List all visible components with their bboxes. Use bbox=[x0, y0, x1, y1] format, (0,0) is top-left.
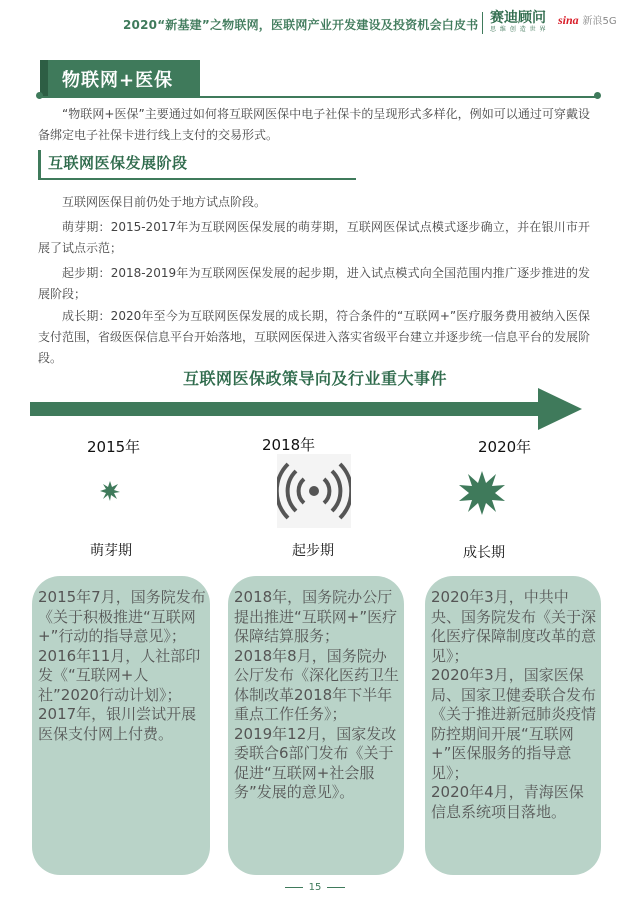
event-item: 2017年，银川尝试开展医保支付网上付费。 bbox=[38, 705, 197, 743]
sina-5g-logo bbox=[558, 12, 617, 28]
timeline-arrow bbox=[30, 386, 586, 434]
sina-logo-mark: sina bbox=[558, 13, 579, 27]
burst-star-icon bbox=[458, 470, 506, 516]
sub-heading-marker bbox=[38, 150, 41, 178]
page-number-rule-left bbox=[285, 887, 303, 888]
document-title: 2020“新基建”之物联网，医联网产业开发建设及投资机会白皮书 bbox=[123, 18, 479, 32]
section-rule bbox=[40, 96, 597, 98]
event-card-2018 bbox=[228, 576, 404, 875]
event-item: 2018年，国务院办公厅提出推进“互联网+”医疗保障结算服务； bbox=[234, 588, 398, 645]
ccid-logo bbox=[490, 10, 550, 36]
stage-label-sprout: 萌芽期 bbox=[90, 543, 132, 559]
event-card-2020 bbox=[425, 576, 601, 875]
ccid-logo-slogan: 思 维 创 造 世 界 bbox=[490, 26, 547, 33]
signal-waves-icon bbox=[277, 454, 351, 528]
section-title: 物联网+医保 bbox=[62, 70, 174, 91]
stages-paragraph-2: 萌芽期：2015-2017年为互联网医保发展的萌芽期，互联网医保试点模式逐步确立，并在银川市开展了试点示范； bbox=[38, 220, 590, 255]
rule-dot-right bbox=[594, 92, 601, 99]
page-footer bbox=[0, 882, 630, 893]
year-2020: 2020年 bbox=[478, 438, 532, 456]
stages-paragraph-4: 成长期：2020年至今为互联网医保发展的成长期，符合条件的“互联网+”医疗服务费用被纳入医保支付范围，省级医保信息平台开始落地，互联网医保进入落实省级平台建立并逐步统一信息平台的发展阶段。 bbox=[38, 309, 591, 365]
small-star-icon bbox=[99, 480, 121, 502]
stages-heading: 互联网医保发展阶段 bbox=[48, 154, 188, 172]
event-item: 2020年3月，国家医保局、国家卫健委联合发布《关于推进新冠肺炎疫情防控期间开展“互联网+”医保服务的指导意见》； bbox=[431, 666, 597, 782]
event-card-2015 bbox=[32, 576, 210, 875]
rule-dot-left bbox=[36, 92, 43, 99]
timeline-title: 互联网医保政策导向及行业重大事件 bbox=[182, 369, 447, 388]
event-item: 2018年8月，国务院办公厅发布《深化医药卫生体制改革2018年下半年重点工作任务》； bbox=[234, 646, 400, 723]
page-header bbox=[0, 0, 630, 40]
year-2018: 2018年 bbox=[262, 436, 316, 454]
event-item: 2019年12月，国家发改委联合6部门发布《关于促进“互联网+社会服务”发展的意见》。 bbox=[234, 724, 397, 801]
event-item: 2016年11月，人社部印发《“互联网+人社”2020行动计划》； bbox=[38, 646, 201, 704]
stages-paragraph-3: 起步期：2018-2019年为互联网医保发展的起步期，进入试点模式向全国范围内推广逐步推进的发展阶段； bbox=[38, 266, 590, 301]
stage-label-start: 起步期 bbox=[292, 543, 334, 559]
sina-logo-suffix: 新浪5G bbox=[582, 16, 617, 27]
ccid-logo-text: 赛迪顾问 bbox=[490, 10, 546, 26]
year-2015: 2015年 bbox=[87, 438, 141, 456]
sub-heading-rule bbox=[38, 178, 356, 180]
page-number-rule-right bbox=[327, 887, 345, 888]
page-number: 15 bbox=[308, 882, 322, 893]
stage-label-growth: 成长期 bbox=[463, 545, 505, 561]
stages-paragraph-1: 互联网医保目前仍处于地方试点阶段。 bbox=[62, 195, 267, 209]
event-item: 2020年4月，青海医保信息系统项目落地。 bbox=[431, 783, 584, 821]
section-title-box bbox=[40, 60, 200, 96]
header-divider bbox=[482, 12, 483, 34]
event-item: 2015年7月，国务院发布《关于积极推进“互联网+”行动的指导意见》； bbox=[38, 588, 206, 645]
intro-paragraph: “物联网+医保”主要通过如何将互联网医保中电子社保卡的呈现形式多样化，例如可以通过可穿戴设备绑定电子社保卡进行线上支付的交易形式。 bbox=[38, 107, 590, 142]
event-item: 2020年3月，中共中央、国务院发布《关于深化医疗保障制度改革的意见》； bbox=[431, 588, 597, 665]
